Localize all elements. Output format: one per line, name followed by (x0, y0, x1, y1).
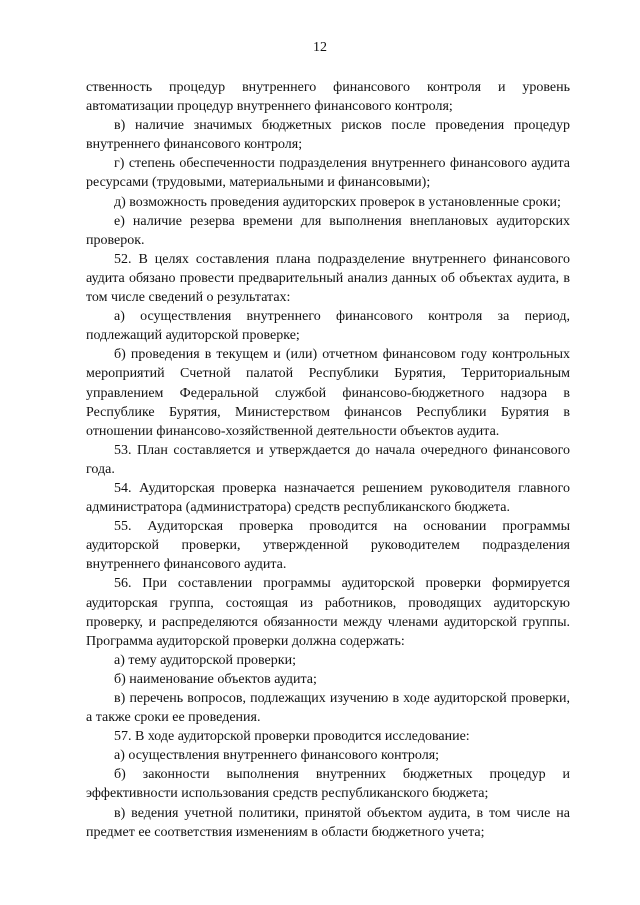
clause-56-item-v: в) перечень вопросов, подлежащих изучению в ходе аудиторской проверки, а также сроки ее проведения. (86, 691, 570, 726)
clause-56: 56. При составлении программы аудиторской проверки формируется аудиторская группа, состоящая из работников, проводящих аудиторскую проверку, и распределяются обязанности между членами аудиторской группы. Программа аудиторской проверки должна содержать: (86, 576, 570, 649)
page-number: 12 (313, 40, 327, 55)
clause-57-item-a: а) осуществления внутреннего финансового контроля; (114, 748, 440, 764)
clause-52-item-b: б) проведения в текущем и (или) отчетном финансовом году контрольных мероприятий Счетной палатой Республики Бурятия, Территориальным управлением Федеральной службой финансово-бюджетного надзора в Республике Бурятия, Министерством финансов Республики Бурятия в отношении финансово-хозяйственной деятельности объектов аудита. (86, 347, 570, 439)
clause-57-item-v: в) ведения учетной политики, принятой объектом аудита, в том числе на предмет ее соответствия изменениям в области бюджетного учета; (86, 805, 570, 840)
list-item-g: г) степень обеспеченности подразделения внутреннего финансового аудита ресурсами (трудовыми, материальными и финансовыми); (86, 156, 570, 191)
clause-54: 54. Аудиторская проверка назначается решением руководителя главного администратора (администратора) средств республиканского бюджета. (86, 480, 570, 516)
list-item-e: е) наличие резерва времени для выполнения внеплановых аудиторских проверок. (86, 213, 570, 248)
clause-57: 57. В ходе аудиторской проверки проводится исследование: (114, 729, 470, 745)
document-body (86, 78, 570, 842)
clause-52: 52. В целях составления плана подразделение внутреннего финансового аудита обязано провести предварительный анализ данных об объектах аудита, в том числе сведений о результатах: (86, 251, 570, 306)
clause-57-item-b: б) законности выполнения внутренних бюджетных процедур и эффективности использования средств республиканского бюджета; (86, 767, 570, 802)
list-item-d: д) возможность проведения аудиторских проверок в установленные сроки; (114, 194, 561, 210)
clause-52-item-a: а) осуществления внутреннего финансового контроля за период, подлежащий аудиторской проверке; (86, 309, 570, 344)
clause-53: 53. План составляется и утверждается до начала очередного финансового года. (86, 442, 570, 477)
paragraph-continuation: ственность процедур внутреннего финансового контроля и уровень автоматизации процедур внутреннего финансового контроля; (86, 80, 570, 115)
clause-55: 55. Аудиторская проверка проводится на основании программы аудиторской проверки, утвержденной руководителем подразделения внутреннего финансового аудита. (86, 519, 570, 573)
clause-56-item-a: а) тему аудиторской проверки; (114, 652, 296, 668)
clause-56-item-b: б) наименование объектов аудита; (114, 671, 317, 687)
list-item-v: в) наличие значимых бюджетных рисков после проведения процедур внутреннего финансового контроля; (86, 118, 570, 153)
